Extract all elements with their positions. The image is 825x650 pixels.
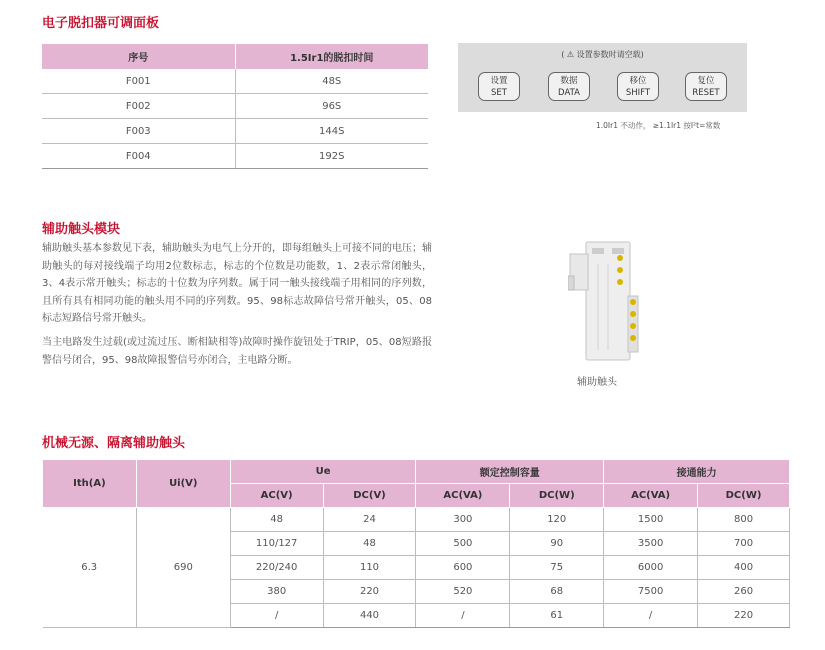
table-cell: 220 (698, 604, 790, 628)
table-cell: 1500 (604, 508, 698, 532)
cell-time: 96S (235, 94, 428, 119)
section-title-trip-panel: 电子脱扣器可调面板 (42, 16, 160, 31)
cell-code: F004 (42, 144, 235, 169)
table-row (42, 144, 428, 169)
aux-contact-fault-description: 当主电路发生过载(或过流过压、断相缺相等)故障时操作旋钮处于TRIP，05、08短路报警信号闭合，95、98故障报警信号亦闭合，主电路分断。 (42, 337, 432, 366)
data-button-label-en: DATA (558, 88, 580, 98)
cell-code: F001 (42, 69, 235, 94)
subheader-dc-v: DC(V) (323, 484, 416, 508)
header-making-capacity: 接通能力 (604, 460, 790, 484)
table-cell: 6000 (604, 556, 698, 580)
data-button[interactable] (548, 72, 590, 101)
shift-button-label-en: SHIFT (625, 88, 651, 98)
table-cell: 75 (510, 556, 604, 580)
subheader-ac-va: AC(VA) (604, 484, 698, 508)
table-cell: 48 (323, 532, 416, 556)
table-cell: 61 (510, 604, 604, 628)
table-cell: 110/127 (230, 532, 323, 556)
table-cell: 48 (230, 508, 323, 532)
cell-time: 144S (235, 119, 428, 144)
table-row (42, 69, 428, 94)
column-header: 1.5Ir1的脱扣时间 (235, 44, 428, 69)
table-cell: 600 (416, 556, 510, 580)
table-row (42, 119, 428, 144)
subheader-ac-va: AC(VA) (416, 484, 510, 508)
column-header: 序号 (42, 44, 235, 69)
adjustable-panel (458, 43, 747, 112)
cell-code: F002 (42, 94, 235, 119)
table-cell: / (230, 604, 323, 628)
trip-time-table (42, 44, 428, 169)
table-cell: 90 (510, 532, 604, 556)
panel-caption: ( ⚠ 设置参数时请空载) (561, 50, 644, 59)
shift-button-label-cn: 移位 (629, 76, 647, 86)
set-button[interactable] (478, 72, 520, 101)
subheader-dc-w: DC(W) (510, 484, 604, 508)
cell-time: 48S (235, 69, 428, 94)
table-cell: 440 (323, 604, 416, 628)
header-ith: Ith(A) (43, 460, 137, 508)
table-cell: 260 (698, 580, 790, 604)
header-ue: Ue (230, 460, 416, 484)
table-cell: 400 (698, 556, 790, 580)
table-cell: 800 (698, 508, 790, 532)
table-cell: 300 (416, 508, 510, 532)
table-cell: 7500 (604, 580, 698, 604)
table-cell: / (416, 604, 510, 628)
reset-button-label-cn: 复位 (697, 76, 715, 86)
set-button-label-en: SET (491, 88, 507, 98)
set-button-label-cn: 设置 (490, 76, 508, 86)
cell-ith: 6.3 (43, 508, 137, 628)
table-cell: 700 (698, 532, 790, 556)
cell-time: 192S (235, 144, 428, 169)
shift-button[interactable] (617, 72, 659, 101)
table-cell: 120 (510, 508, 604, 532)
section-title-isolated-aux: 机械无源、隔离辅助触头 (42, 436, 186, 451)
table-row (42, 94, 428, 119)
cell-code: F003 (42, 119, 235, 144)
table-cell: / (604, 604, 698, 628)
table-row (43, 508, 790, 532)
data-button-label-cn: 数据 (560, 76, 578, 86)
cell-ui: 690 (136, 508, 230, 628)
table-cell: 500 (416, 532, 510, 556)
aux-contact-description: 辅助触头基本参数见下表，辅助触头为电气上分开的，即每组触头上可接不同的电压；辅助触头的每对接线端子均用2位数标志，标志的个位数是功能数，1、2表示常闭触头，3、4表示常开触头；标志的十位数为序列数。属于同一触头接线端子用相同的序列数，且所有具有相同功能的触头用不同的序列数。95、98标志故障信号常开触头，05、08标志短路信号常开触头。 (42, 243, 432, 324)
section-title-aux-contact: 辅助触头模块 (42, 222, 121, 237)
aux-spec-table (42, 459, 790, 628)
table-cell: 220 (323, 580, 416, 604)
table-cell: 3500 (604, 532, 698, 556)
subheader-ac-v: AC(V) (230, 484, 323, 508)
table-cell: 68 (510, 580, 604, 604)
header-ui: Ui(V) (136, 460, 230, 508)
table-cell: 24 (323, 508, 416, 532)
header-rated-capacity: 额定控制容量 (416, 460, 604, 484)
panel-note: 1.0Ir1 不动作， ≥1.1Ir1 按I²t=常数 (596, 121, 721, 130)
table-cell: 110 (323, 556, 416, 580)
table-cell: 380 (230, 580, 323, 604)
reset-button-label-en: RESET (692, 88, 720, 98)
reset-button[interactable] (685, 72, 727, 101)
module-image-caption: 辅助触头 (577, 377, 617, 388)
table-cell: 220/240 (230, 556, 323, 580)
table-cell: 520 (416, 580, 510, 604)
subheader-dc-w: DC(W) (698, 484, 790, 508)
aux-contact-module-image (568, 240, 642, 362)
